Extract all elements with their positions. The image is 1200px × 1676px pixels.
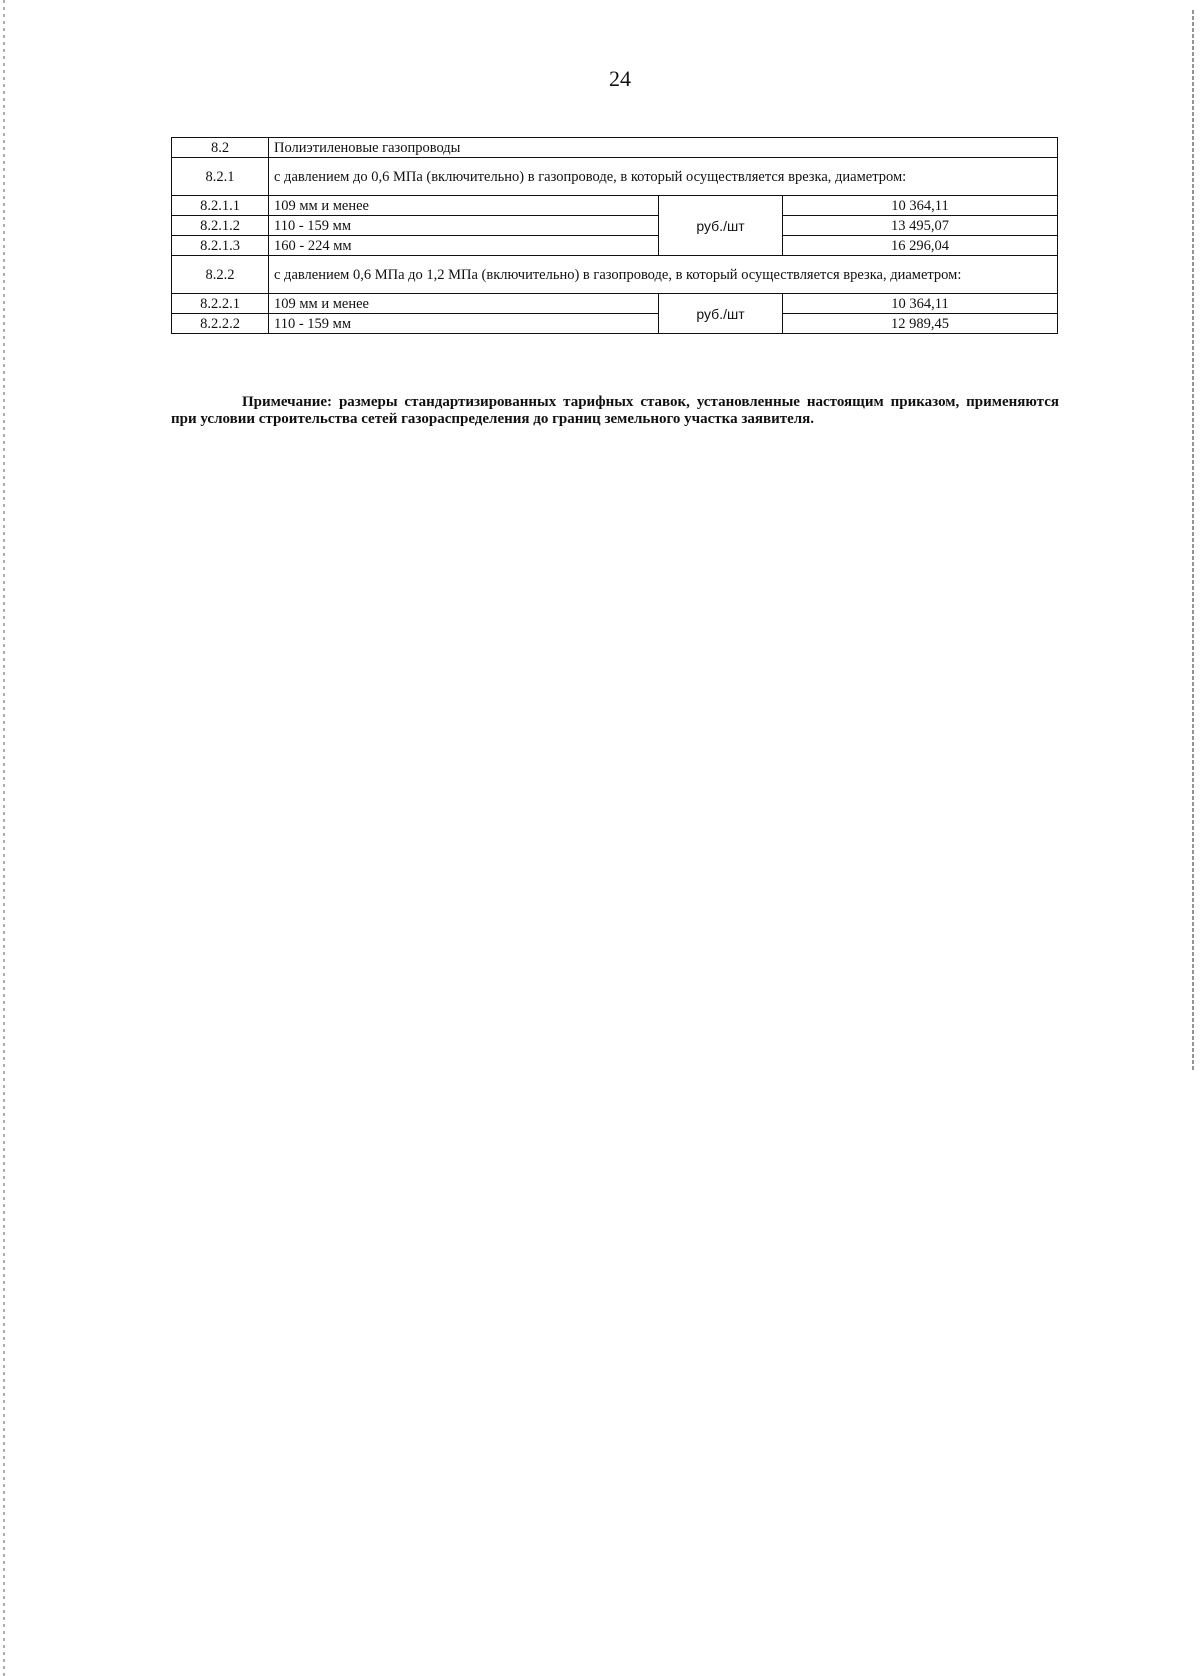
unit-cell: руб./шт [659,294,783,334]
scan-edge-right [1192,10,1194,1070]
row-value: 10 364,11 [783,294,1058,314]
scan-edge-left [3,0,5,1676]
table-row [172,256,1058,294]
row-description: 160 - 224 мм [269,236,659,256]
row-description: Полиэтиленовые газопроводы [269,138,1058,158]
row-code: 8.2.1 [172,158,269,196]
row-code: 8.2.1.3 [172,236,269,256]
tariff-table [171,137,1058,334]
row-code: 8.2 [172,138,269,158]
row-value: 13 495,07 [783,216,1058,236]
table-row [172,314,1058,334]
row-code: 8.2.2.1 [172,294,269,314]
table-row [172,216,1058,236]
row-code: 8.2.2.2 [172,314,269,334]
row-description: 110 - 159 мм [269,216,659,236]
row-description: с давлением 0,6 МПа до 1,2 МПа (включительно) в газопроводе, в который осуществляется врезка, диаметром: [269,256,1058,294]
page-number: 24 [609,66,631,91]
row-description: 109 мм и менее [269,294,659,314]
note-text: Примечание: размеры стандартизированных тарифных ставок, установленные настоящим приказом, применяются при условии строительства сетей газораспределения до границ земельного участка заявителя. [171,394,1059,427]
row-description: 109 мм и менее [269,196,659,216]
note-paragraph [171,394,1059,428]
row-description: 110 - 159 мм [269,314,659,334]
table-row [172,196,1058,216]
table-row [172,236,1058,256]
row-code: 8.2.1.1 [172,196,269,216]
row-value: 10 364,11 [783,196,1058,216]
row-code: 8.2.1.2 [172,216,269,236]
table-row [172,138,1058,158]
table-row [172,294,1058,314]
row-code: 8.2.2 [172,256,269,294]
row-value: 16 296,04 [783,236,1058,256]
unit-cell: руб./шт [659,196,783,256]
row-description: с давлением до 0,6 МПа (включительно) в газопроводе, в который осуществляется врезка, диаметром: [269,158,1058,196]
row-value: 12 989,45 [783,314,1058,334]
table-row [172,158,1058,196]
